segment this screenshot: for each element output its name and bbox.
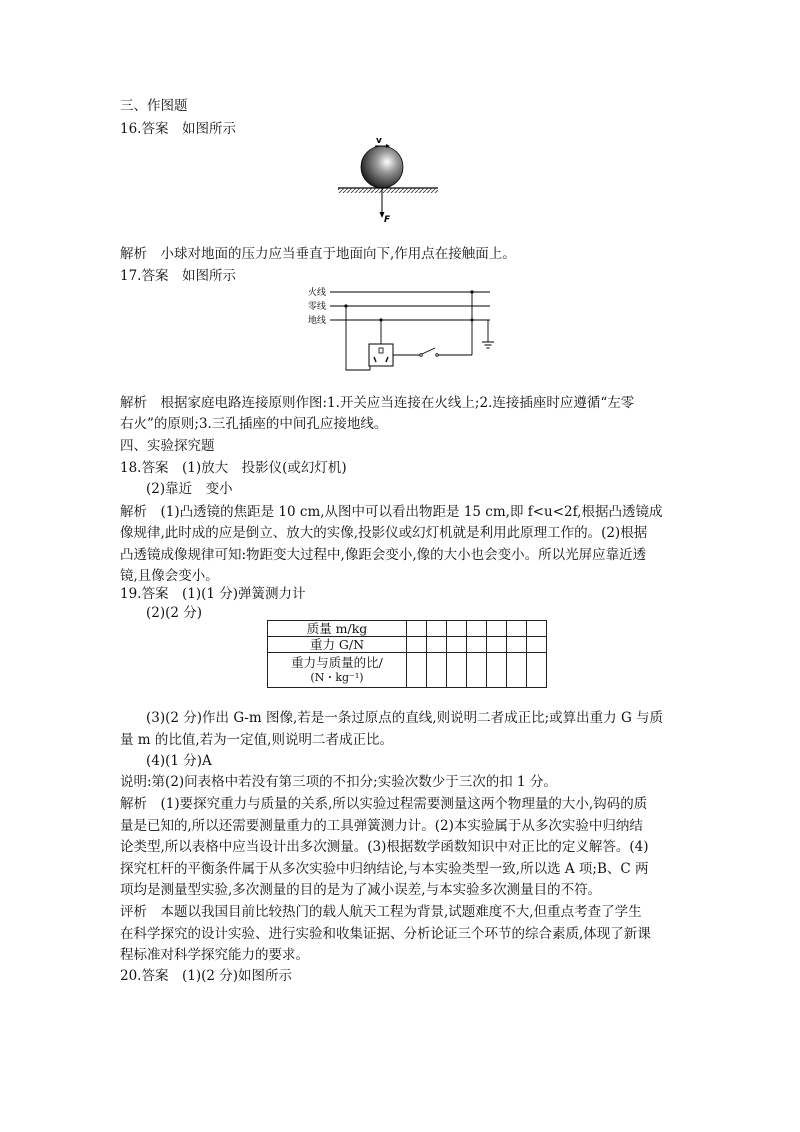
switch [422,348,435,354]
answer-18-line2: (2)靠近 变小 [146,481,233,497]
figure-17-circuit-diagram [300,282,500,378]
answer-19-line4: 量 m 的比值,若为一定值,则说明二者成正比。 [120,732,393,748]
analysis-16: 解析 小球对地面的压力应当垂直于地面向下,作用点在接触面上。 [120,246,516,262]
analysis-19-line5: 项均是测量型实验,多次测量的目的是为了减小误差,与本实验多次测量目的不符。 [120,882,602,898]
analysis-19-line1: 解析 (1)要探究重力与质量的关系,所以实验过程需要测量这两个物理量的大小,钩码的质 [120,796,648,812]
table-header-mass: 质量 m/kg [268,621,407,637]
answer-16-heading: 16.答案 如图所示 [120,121,236,137]
analysis-17-line2: 右火”的原则;3.三孔插座的中间孔应接地线。 [120,416,388,432]
table-header-ratio: 重力与质量的比/ (N・kg⁻¹) [268,653,407,688]
answer-17-heading: 17.答案 如图所示 [120,268,236,284]
live-wire-label: 火线 [308,288,327,298]
answer-19-line5: (4)(1 分)A [146,753,212,769]
ground-wire-label: 地线 [308,316,327,326]
note-19: 说明:第(2)问表格中若没有第三项的不扣分;实验次数少于三次的扣 1 分。 [120,774,557,790]
review-19-line1: 评析 本题以我国目前比较热门的载人航天工程为背景,试题难度不大,但重点考查了学生 [120,904,642,920]
analysis-19-line2: 量是已知的,所以还需要测量重力的工具弹簧测力计。(2)本实验属于从多次实验中归纳结 [120,818,643,834]
answer-18-line1: 18.答案 (1)放大 投影仪(或幻灯机) [120,460,347,476]
review-19-line3: 程标准对科学探究能力的要求。 [120,947,309,963]
velocity-label: v [376,136,382,146]
analysis-19-line4: 探究杠杆的平衡条件属于从多次实验中归纳结论,与本实验类型一致,所以选 A 项;B、C 两 [120,861,649,877]
answer-20-heading: 20.答案 (1)(2 分)如图所示 [120,968,293,984]
section-title-drawing: 三、作图题 [120,98,188,114]
table-row [268,653,547,688]
ball [361,146,403,188]
analysis-18-line2: 像规律,此时成的应是倒立、放大的实像,投影仪或幻灯机就是利用此原理工作的。(2)根据 [120,525,648,541]
neutral-wire-label: 零线 [308,302,327,312]
analysis-18-line4: 镜,且像会变小。 [120,568,219,584]
table-row [268,621,547,637]
answer-19-line3: (3)(2 分)作出 G-m 图像,若是一条过原点的直线,则说明二者成正比;或算出重力 G 与质 [146,710,664,726]
table-header-weight: 重力 G/N [268,637,407,653]
analysis-19-line3: 论类型,所以表格中应当设计出多次测量。(3)根据数学函数知识中对正比的定义解答。(4) [120,839,649,855]
answer-19-line1: 19.答案 (1)(1 分)弹簧测力计 [120,586,306,602]
review-19-line2: 在科学探究的设计实验、进行实验和收集证据、分析论证三个环节的综合素质,体现了新课 [120,926,651,942]
analysis-17-line1: 解析 根据家庭电路连接原则作图:1.开关应当连接在火线上;2.连接插座时应遵循“左零 [120,395,635,411]
three-hole-socket [369,344,393,366]
force-label: F [384,215,391,225]
analysis-18-line3: 凸透镜成像规律可知:物距变大过程中,像距会变小,像的大小也会变小。所以光屏应靠近透 [120,547,647,563]
analysis-18-line1: 解析 (1)凸透镜的焦距是 10 cm,从图中可以看出物距是 15 cm,即 f<u<2f,根据凸透镜成 [120,504,663,520]
table-row [268,637,547,653]
section-title-experiment: 四、实验探究题 [120,438,215,454]
data-table [267,620,547,688]
figure-16-ball-diagram [330,134,450,230]
answer-19-line2: (2)(2 分) [146,605,203,621]
